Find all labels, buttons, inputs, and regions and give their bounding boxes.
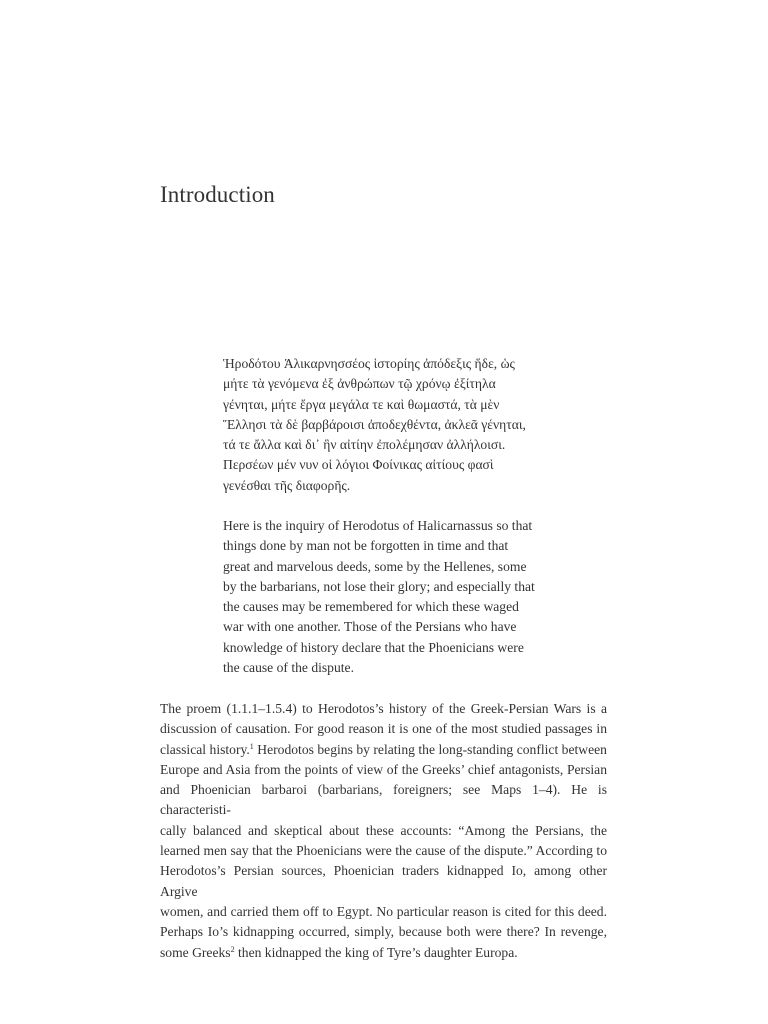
body-paragraph xyxy=(160,699,607,963)
body-line: Europe and Asia from the points of view of the Greeks’ chief antagonists, Persian xyxy=(160,761,607,777)
greek-line: Ἕλλησι τὰ δὲ βαρβάροισι ἀποδεχθέντα, ἀκλεᾶ γένηται, xyxy=(223,416,526,432)
translation-line: the cause of the dispute. xyxy=(223,660,354,676)
body-line: Herodotos’s Persian sources, Phoenician traders kidnapped Io, among other Argive xyxy=(160,863,607,899)
translation-line: knowledge of history declare that the Phoenicians were xyxy=(223,639,524,655)
chapter-title: Introduction xyxy=(160,182,275,207)
greek-line: Περσέων μέν νυν οἱ λόγιοι Φοίνικας αἰτίους φασὶ xyxy=(223,457,494,473)
greek-line: τά τε ἄλλα καὶ δι᾽ ἣν αἰτίην ἐπολέμησαν ἀλλήλοισι. xyxy=(223,437,506,453)
greek-line: μήτε τὰ γενόμενα ἐξ ἀνθρώπων τῷ χρόνῳ ἐξίτηλα xyxy=(223,376,496,392)
body-line: women, and carried them off to Egypt. No particular reason is cited for this deed. xyxy=(160,903,607,919)
footnote-marker[interactable]: 1 xyxy=(249,741,254,751)
footnote-marker[interactable]: 2 xyxy=(230,944,235,954)
translation-line: the causes may be remembered for which these waged xyxy=(223,599,519,615)
translation-line: by the barbarians, not lose their glory; and especially that xyxy=(223,578,535,594)
body-line xyxy=(160,740,607,760)
body-line-text: classical history. xyxy=(160,741,250,757)
body-line: Perhaps Io’s kidnapping occurred, simply, because both were there? In revenge, xyxy=(160,924,607,940)
english-translation xyxy=(223,516,553,678)
body-line xyxy=(160,943,607,963)
greek-epigraph xyxy=(223,354,553,496)
body-line-text: some Greeks xyxy=(160,944,231,960)
body-line-text: then kidnapped the king of Tyre’s daughter Europa. xyxy=(234,944,518,960)
translation-line: war with one another. Those of the Persians who have xyxy=(223,619,517,635)
translation-line: Here is the inquiry of Herodotus of Halicarnassus so that xyxy=(223,518,533,533)
translation-line: things done by man not be forgotten in time and that xyxy=(223,538,509,554)
translation-line: great and marvelous deeds, some by the Hellenes, some xyxy=(223,558,527,574)
greek-line: Ἡροδότου Ἁλικαρνησσέος ἱστορίης ἀπόδεξις ἥδε, ὡς xyxy=(223,356,515,371)
body-line: discussion of causation. For good reason it is one of the most studied passages in xyxy=(160,721,607,737)
body-line: The proem (1.1.1–1.5.4) to Herodotos’s history of the Greek-Persian Wars is a xyxy=(160,701,607,716)
body-line-text: Herodotos begins by relating the long-standing conflict between xyxy=(253,741,607,757)
body-line: and Phoenician barbaroi (barbarians, foreigners; see Maps 1–4). He is characteristi- xyxy=(160,782,607,818)
greek-line: γένηται, μήτε ἔργα μεγάλα τε καὶ θωμαστά, τὰ μὲν xyxy=(223,396,500,412)
body-line: learned men say that the Phoenicians were the cause of the dispute.” According to xyxy=(160,843,607,859)
body-line: cally balanced and skeptical about these accounts: “Among the Persians, the xyxy=(160,822,607,838)
greek-line: γενέσθαι τῆς διαφορῆς. xyxy=(223,477,351,493)
